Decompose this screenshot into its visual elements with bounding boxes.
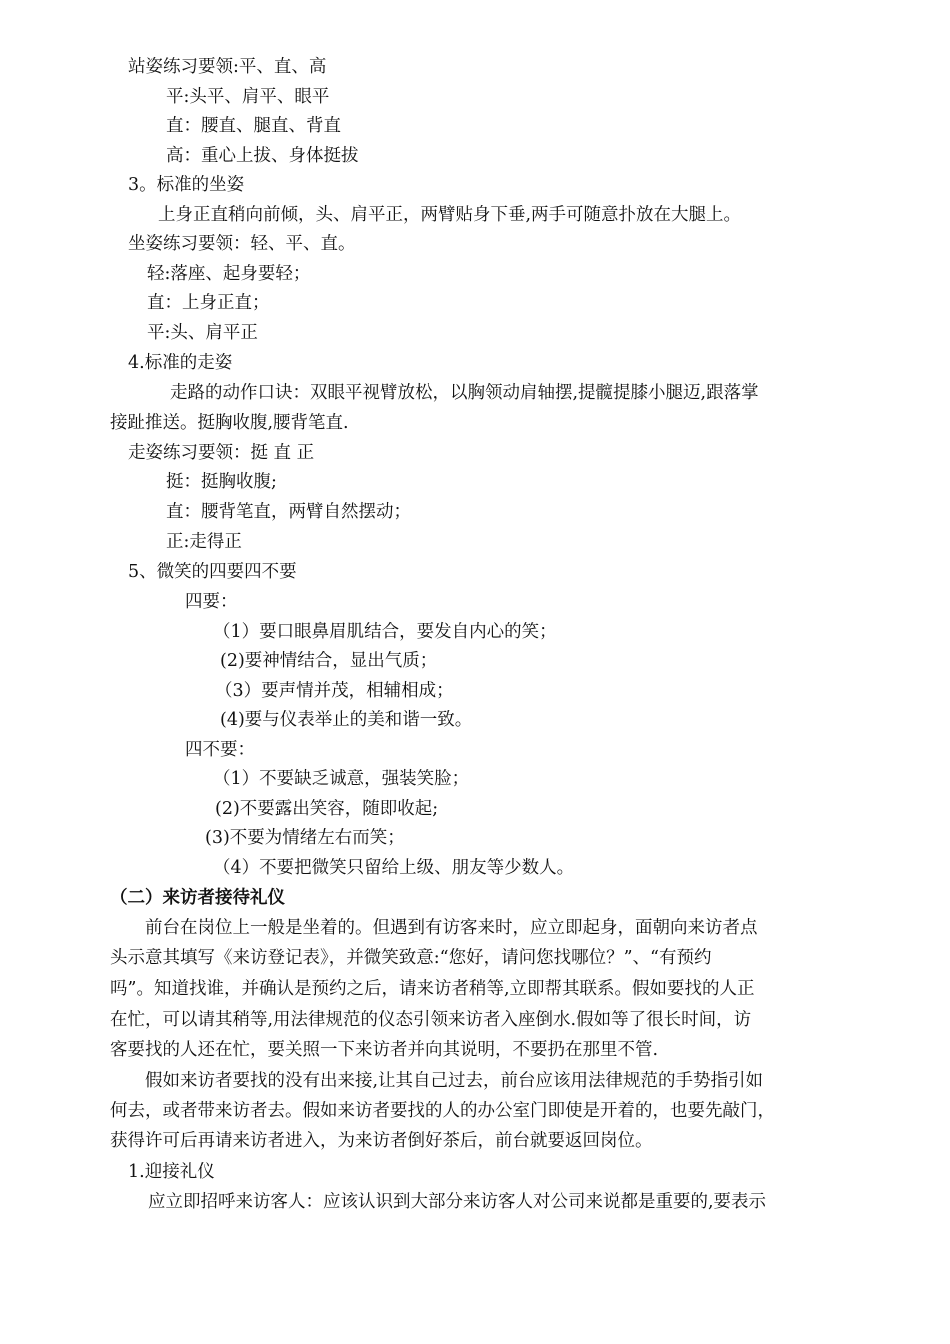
section-heading: 4.标准的走姿 [128, 353, 233, 373]
text-line: 四不要： [185, 740, 255, 760]
text-line: 站姿练习要领:平、直、高 [128, 57, 327, 77]
paragraph-line: 头示意其填写《来访登记表》，并微笑致意:“您好，请问您找哪位？”、“有预约 [110, 948, 712, 968]
section-heading: 5、微笑的四要四不要 [128, 562, 297, 582]
list-item: (2)要神情结合，显出气质； [220, 651, 438, 671]
section-heading: 1.迎接礼仪 [128, 1162, 215, 1182]
text-line: 走路的动作口诀：双眼平视臂放松，以胸领动肩轴摆,提髋提膝小腿迈,跟落掌 [170, 383, 759, 403]
paragraph-line: 假如来访者要找的没有出来接,让其自己过去，前台应该用法律规范的手势指引如 [145, 1071, 764, 1091]
section-heading: （二）来访者接待礼仪 [110, 888, 285, 908]
text-line: 直：腰直、腿直、背直 [166, 116, 341, 136]
section-heading: 3。标准的坐姿 [128, 175, 245, 195]
text-line: 平:头、肩平正 [147, 323, 258, 343]
list-item: （1）不要缺乏诚意，强装笑脸； [213, 769, 470, 789]
text-line: 轻:落座、起身要轻； [147, 264, 311, 284]
paragraph-line: 应立即招呼来访客人：应该认识到大部分来访客人对公司来说都是重要的,要表示 [148, 1192, 767, 1212]
list-item: （1）要口眼鼻眉肌结合，要发自内心的笑； [213, 622, 557, 642]
paragraph-line: 在忙，可以请其稍等,用法律规范的仪态引领来访者入座倒水.假如等了很长时间，访 [110, 1010, 752, 1030]
text-line: 坐姿练习要领：轻、平、直。 [128, 234, 356, 254]
text-line: 平:头平、肩平、眼平 [166, 87, 330, 107]
paragraph-line: 前台在岗位上一般是坐着的。但遇到有访客来时，应立即起身，面朝向来访者点 [145, 918, 758, 938]
list-item: (4)要与仪表举止的美和谐一致。 [220, 710, 473, 730]
paragraph-line: 客要找的人还在忙，要关照一下来访者并向其说明，不要扔在那里不管. [110, 1040, 659, 1060]
text-line: 挺：挺胸收腹; [166, 472, 277, 492]
text-line: 四要： [185, 592, 238, 612]
paragraph-line: 获得许可后再请来访者进入，为来访者倒好茶后，前台就要返回岗位。 [110, 1131, 653, 1151]
list-item: (2)不要露出笑容，随即收起; [215, 799, 439, 819]
text-line: 正:走得正 [166, 532, 242, 552]
text-line: 直：腰背笔直，两臂自然摆动； [166, 502, 411, 522]
list-item: （4）不要把微笑只留给上级、朋友等少数人。 [213, 858, 575, 878]
paragraph-line: 吗”。知道找谁，并确认是预约之后，请来访者稍等,立即帮其联系。假如要找的人正 [110, 979, 755, 999]
list-item: （3）要声情并茂，相辅相成； [215, 681, 454, 701]
text-line: 走姿练习要领：挺 直 正 [128, 443, 315, 463]
text-line: 直：上身正直； [147, 293, 270, 313]
text-line: 高：重心上拔、身体挺拔 [166, 146, 359, 166]
text-line: 上身正直稍向前倾，头、肩平正，两臂贴身下垂,两手可随意扑放在大腿上。 [158, 205, 742, 225]
paragraph-line: 何去，或者带来访者去。假如来访者要找的人的办公室门即使是开着的，也要先敲门， [110, 1101, 775, 1121]
text-line: 接趾推送。挺胸收腹,腰背笔直. [110, 413, 349, 433]
list-item: (3)不要为情绪左右而笑； [205, 828, 405, 848]
